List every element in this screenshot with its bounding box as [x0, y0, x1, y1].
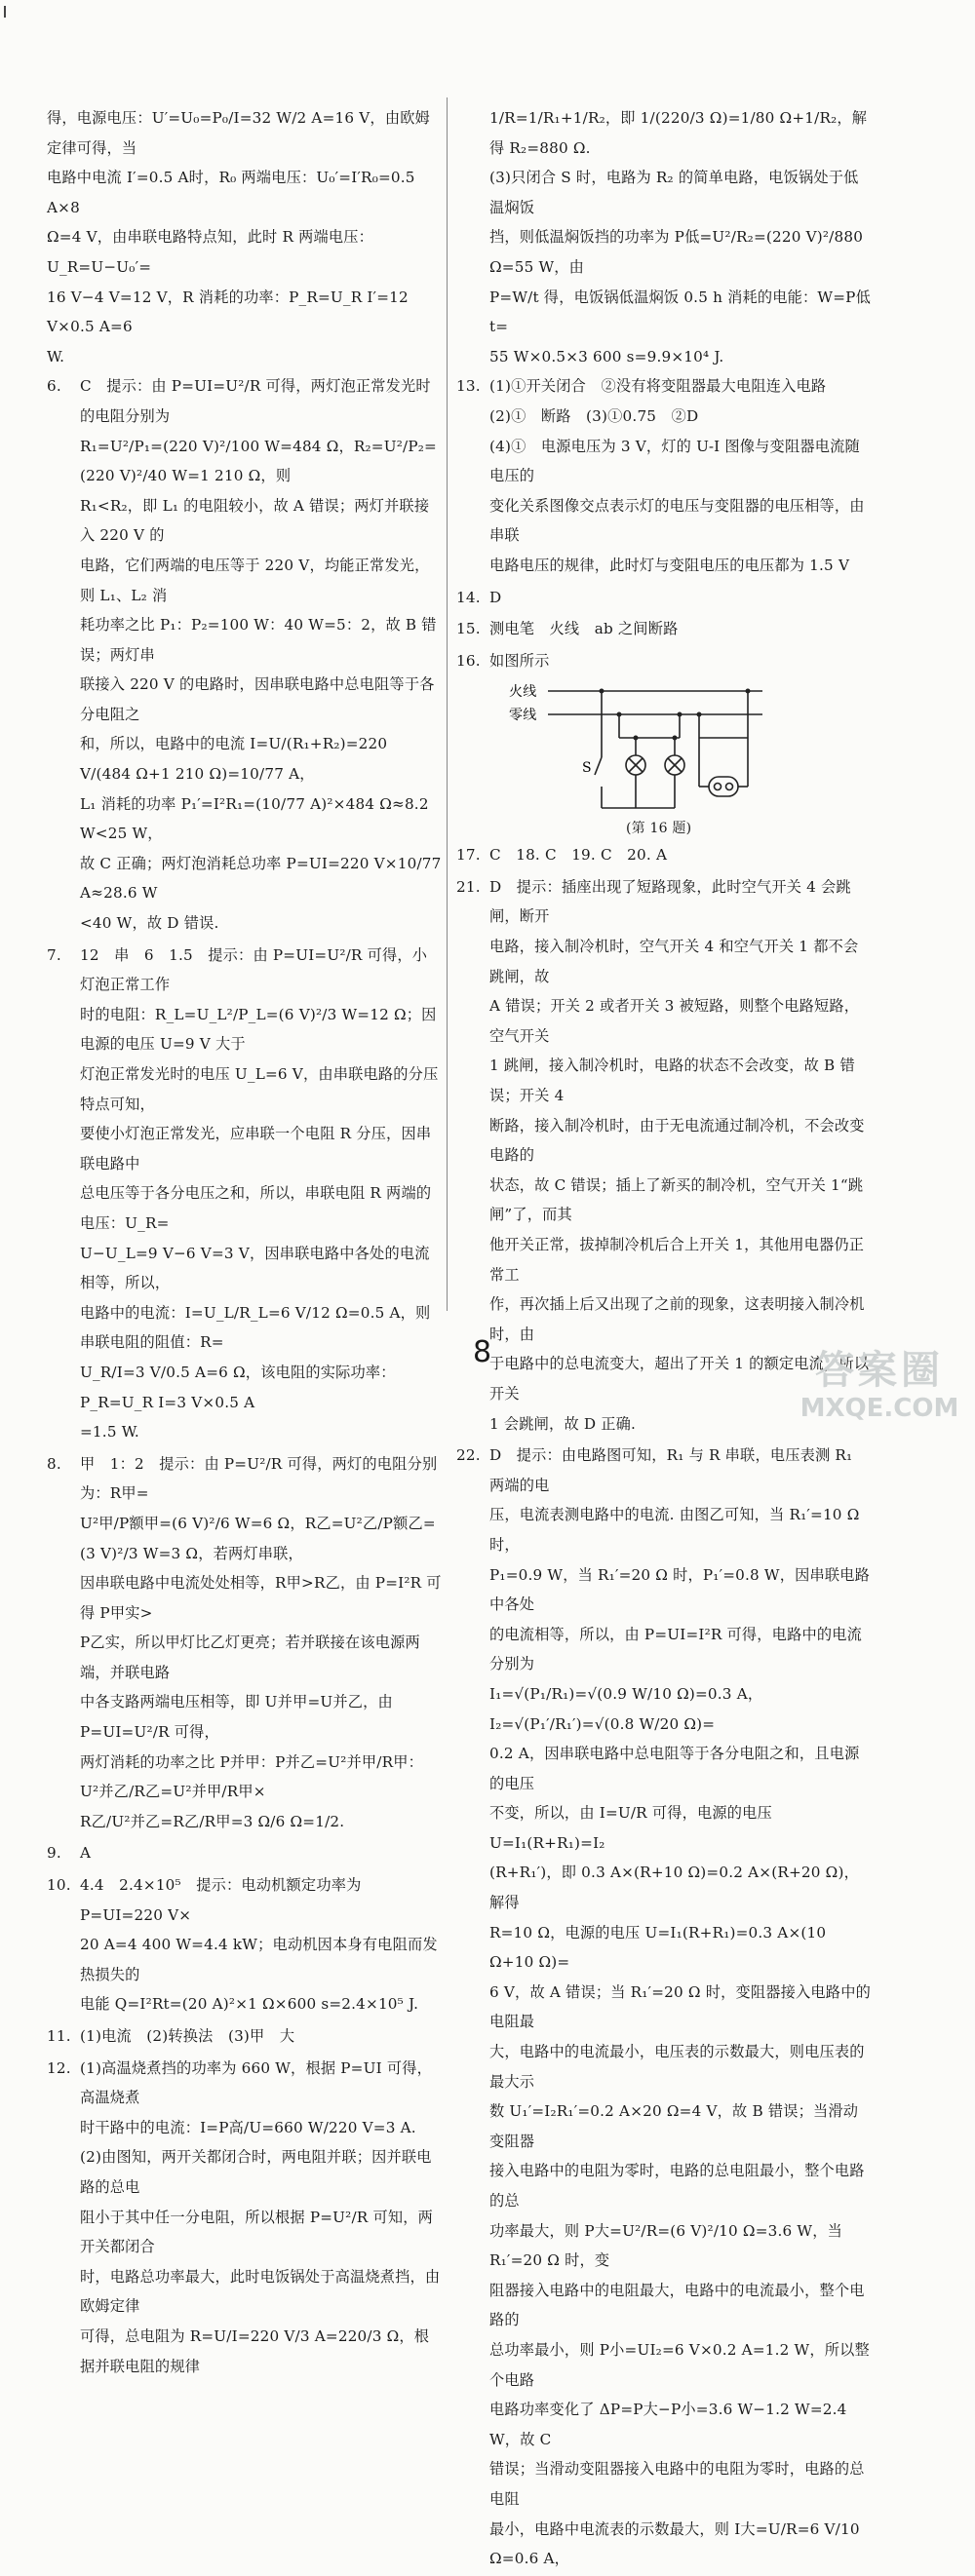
- answer-7: [47, 941, 442, 1447]
- text-line: 他开关正常，拔掉制冷机后合上开关 1，其他用电器仍正常工: [489, 1236, 865, 1284]
- watermark-text: 答案圈: [815, 1348, 944, 1393]
- text-line: I₁=√(P₁/R₁)=√(0.9 W/10 Ω)=0.3 A，I₂=√(P₁′/R₁′)=√(0.8 W/20 Ω)=: [489, 1684, 763, 1733]
- answer-14: [456, 583, 871, 613]
- text-line: 电路功率变化了 ΔP=P大−P小=3.6 W−1.2 W=2.4 W，故 C: [489, 2401, 847, 2448]
- text-line: 接入电路中的电阻为零时，电路的总电阻最小，整个电路的总: [489, 2162, 865, 2210]
- answer-text: [489, 371, 871, 580]
- answer-text: 测电笔 火线 ab 之间断路: [489, 620, 679, 638]
- answer-number: 13.: [456, 377, 481, 396]
- answer-number: 21.: [456, 877, 481, 896]
- text-line: 不变，所以，由 I=U/R 可得，电源的电压 U=I₁(R+R₁)=I₂: [489, 1804, 772, 1852]
- answer-11: [47, 2021, 442, 2052]
- answer-number: 17.: [456, 846, 481, 865]
- answer-text: [80, 941, 442, 1447]
- text-line: 最小，电路中电流表的示数最大，则 I大=U/R=6 V/10 Ω=0.6 A，: [489, 2519, 860, 2568]
- text-line: P=W/t 得，电饭锅低温焖饭 0.5 h 消耗的电能：W=P低 t=: [489, 288, 871, 336]
- text-line: 总功率最小，则 P小=UI₂=6 V×0.2 A=1.2 W，所以整个电路: [489, 2340, 870, 2389]
- answer-number: 10.: [47, 1876, 71, 1895]
- text-line: 16 V−4 V=12 V，R 消耗的功率：P_R=U_R I′=12 V×0.5 A=6: [47, 288, 409, 336]
- text-line: 可得，总电阻为 R=U/I=220 V/3 A=220/3 Ω，根据并联电阻的规律: [80, 2326, 430, 2375]
- answer-6: [47, 371, 442, 938]
- text-line: U_R/I=3 V/0.5 A=6 Ω，该电阻的实际功率：P_R=U_R I=3 V×0.5 A: [80, 1363, 396, 1411]
- text-line: 故 C 正确；两灯泡消耗总功率 P=UI=220 V×10/77 A≈28.6 W: [80, 854, 442, 903]
- answer-22: [456, 1441, 871, 2574]
- text-line: R₁=U²/P₁=(220 V)²/100 W=484 Ω，R₂=U²/P₂=(220 V)²/40 W=1 210 Ω，则: [80, 437, 437, 485]
- answer-number: 9.: [47, 1844, 61, 1863]
- continuation-block: [456, 103, 871, 371]
- answer-number: 6.: [47, 377, 61, 396]
- text-line: 大，电路中的电流最小，电压表的示数最大，则电压表的最大示: [489, 2043, 865, 2091]
- text-line: (R+R₁′)，即 0.3 A×(R+10 Ω)=0.2 A×(R+20 Ω)，解得: [489, 1864, 859, 1912]
- text-line: (1)高温烧煮挡的功率为 660 W，根据 P=UI 可得，高温烧煮: [80, 2058, 432, 2107]
- text-line: 联接入 220 V 的电路时，因串联电路中总电阻等于各分电阻之: [80, 675, 435, 723]
- text-line: 时干路中的电流：I=P高/U=660 W/220 V=3 A.: [80, 2118, 416, 2136]
- text-line: 的电流相等，所以，由 P=UI=I²R 可得，电路中的电流分别为: [489, 1625, 863, 1673]
- page-number: 8: [473, 1335, 492, 1369]
- text-line: 时，电路总功率最大，此时电饭锅处于高温烧煮挡，由欧姆定律: [80, 2267, 441, 2316]
- text-line: 电能 Q=I²Rt=(20 A)²×1 Ω×600 s=2.4×10⁵ J.: [80, 1995, 419, 2014]
- text-line: 电路，接入制冷机时，空气开关 4 和空气开关 1 都不会跳闸，故: [489, 938, 859, 985]
- text-line: 功率最大，则 P大=U²/R=(6 V)²/10 Ω=3.6 W，当 R₁′=20 Ω 时，变: [489, 2221, 843, 2270]
- text-line: 0.2 A，因串联电路中总电阻等于各分电阻之和，且电源的电压: [489, 1745, 860, 1792]
- text-line: 电路中的电流：I=U_L/R_L=6 V/12 Ω=0.5 A，则串联电阻的阻值：R=: [80, 1303, 431, 1352]
- answer-number: 12.: [47, 2058, 71, 2077]
- text-line: 1 会跳闸，故 D 正确.: [489, 1414, 637, 1433]
- text-line: 变化关系图像交点表示灯的电压与变阻器的电压相等，由串联: [489, 496, 865, 545]
- answer-8: [47, 1449, 442, 1837]
- live-wire-label: 火线: [509, 684, 537, 701]
- text-line: (3)只闭合 S 时，电路为 R₂ 的简单电路，电饭锅处于低温焖饭: [489, 169, 859, 216]
- answer-16: [456, 646, 871, 676]
- answer-9: [47, 1838, 442, 1868]
- text-line: 状态，故 C 错误；插上了新买的制冷机，空气开关 1“跳闸”了，而其: [489, 1175, 864, 1224]
- text-line: 挡，则低温焖饭挡的功率为 P低=U²/R₂=(220 V)²/880 Ω=55 W，由: [489, 228, 864, 276]
- text-line: 时的电阻：R_L=U_L²/P_L=(6 V)²/3 W=12 Ω；因电源的电压 U=9 V 大于: [80, 1005, 437, 1054]
- text-line: W.: [47, 347, 65, 365]
- text-line: 两灯消耗的功率之比 P并甲：P并乙=U²并甲/R甲：U²并乙/R乙=U²并甲/R甲×: [80, 1752, 424, 1801]
- text-line: P₁=0.9 W，当 R₁′=20 Ω 时，P₁′=0.8 W，因串联电路中各处: [489, 1565, 871, 1614]
- text-line: 中各支路两端电压相等，即 U并甲=U并乙，由 P=UI=U²/R 可得，: [80, 1693, 393, 1742]
- answer-text: 如图所示: [489, 651, 550, 670]
- text-line: 耗功率之比 P₁：P₂=100 W：40 W=5：2，故 B 错误；两灯串: [80, 616, 437, 664]
- answer-text: [489, 1441, 871, 2574]
- circuit-figure: [489, 679, 782, 840]
- neutral-wire-label: 零线: [509, 708, 537, 724]
- watermark-logo: [792, 1347, 967, 1435]
- text-line: C 提示：由 P=UI=U²/R 可得，两灯泡正常发光时的电阻分别为: [80, 377, 431, 425]
- answer-text: [80, 2054, 442, 2382]
- text-line: 和，所以，电路中的电流 I=U/(R₁+R₂)=220 V/(484 Ω+1 210 Ω)=10/77 A，: [80, 735, 388, 784]
- answer-13: [456, 371, 871, 580]
- text-line: 错误；当滑动变阻器接入电路中的电阻为零时，电路的总电阻: [489, 2460, 865, 2508]
- edge-mark: [4, 6, 6, 18]
- text-line: 12 串 6 1.5 提示：由 P=UI=U²/R 可得，小灯泡正常工作: [80, 945, 428, 994]
- text-line: 55 W×0.5×3 600 s=9.9×10⁴ J.: [489, 347, 724, 365]
- text-line: 6 V，故 A 错误；当 R₁′=20 Ω 时，变阻器接入电路中的电阻最: [489, 1982, 871, 2031]
- answer-number: 7.: [47, 945, 61, 964]
- text-line: (2)由图知，两开关都闭合时，两电阻并联；因并联电路的总电: [80, 2148, 432, 2196]
- answer-12: [47, 2054, 442, 2382]
- text-line: 阻小于其中任一分电阻，所以根据 P=U²/R 可知，两开关都闭合: [80, 2208, 434, 2256]
- left-column: [47, 103, 442, 2383]
- text-line: 数 U₁′=I₂R₁′=0.2 A×20 Ω=4 V，故 B 错误；当滑动变阻器: [489, 2102, 859, 2150]
- text-line: R乙/U²并乙=R乙/R甲=3 Ω/6 Ω=1/2.: [80, 1812, 345, 1830]
- figure-caption: (第 16 题): [626, 821, 692, 837]
- answer-text: [80, 371, 442, 938]
- text-line: (4)① 电源电压为 3 V，灯的 U-I 图像与变阻器电流随电压的: [489, 437, 860, 485]
- text-line: 总电压等于各分电压之和，所以，串联电阻 R 两端的电压：U_R=: [80, 1184, 432, 1232]
- text-line: A 错误；开关 2 或者开关 3 被短路，则整个电路短路，空气开关: [489, 997, 860, 1045]
- answer-15: [456, 614, 871, 644]
- text-line: 1/R=1/R₁+1/R₂，即 1/(220/3 Ω)=1/80 Ω+1/R₂，解得 R₂=880 Ω.: [489, 109, 868, 157]
- text-line: 1 跳闸，接入制冷机时，电路的状态不会改变，故 B 错误；开关 4: [489, 1057, 855, 1105]
- text-line: U²甲/P额甲=(6 V)²/6 W=6 Ω，R乙=U²乙/P额乙=(3 V)²/3 W=3 Ω，若两灯串联，: [80, 1514, 436, 1562]
- text-line: 得，电源电压：U′=U₀=P₀/I=32 W/2 A=16 V，由欧姆定律可得，当: [47, 109, 430, 157]
- text-line: 电路，它们两端的电压等于 220 V，均能正常发光，则 L₁、L₂ 消: [80, 556, 430, 604]
- switch-lever: [595, 757, 602, 775]
- answer-text: A: [80, 1844, 92, 1863]
- answer-text: [80, 1870, 442, 2019]
- text-line: P乙实，所以甲灯比乙灯更亮；若并联接在该电源两端，并联电路: [80, 1634, 420, 1681]
- answer-text: C 18. C 19. C 20. A: [489, 846, 668, 865]
- text-line: 灯泡正常发光时的电压 U_L=6 V，由串联电路的分压特点可知，: [80, 1065, 439, 1113]
- answer-number: 11.: [47, 2027, 71, 2045]
- answer-number: 8.: [47, 1454, 61, 1473]
- text-line: 因串联电路中电流处处相等，R甲>R乙，由 P=I²R 可得 P甲实>: [80, 1574, 442, 1622]
- answer-text: (1)电流 (2)转换法 (3)甲 大: [80, 2027, 295, 2045]
- text-line: 电路中电流 I′=0.5 A时，R₀ 两端电压：U₀′=I′R₀=0.5 A×8: [47, 169, 415, 216]
- right-column: [456, 103, 871, 2576]
- answer-number: 14.: [456, 588, 481, 606]
- socket-icon: [709, 777, 738, 796]
- text-line: D 提示：插座出现了短路现象，此时空气开关 4 会跳闸，断开: [489, 877, 851, 926]
- text-line: 断路，接入制冷机时，由于无电流通过制冷机，不会改变电路的: [489, 1116, 865, 1165]
- text-line: 阻器接入电路中的电阻最大，电路中的电流最小，整个电路的: [489, 2281, 865, 2329]
- text-line: R=10 Ω，电源的电压 U=I₁(R+R₁)=0.3 A×(10 Ω+10 Ω)=: [489, 1923, 827, 1972]
- answer-text: D: [489, 588, 502, 606]
- text-line: 4.4 2.4×10⁵ 提示：电动机额定功率为 P=UI=220 V×: [80, 1876, 362, 1924]
- answer-number: 16.: [456, 651, 481, 670]
- text-line: R₁<R₂，即 L₁ 的电阻较小，故 A 错误；两灯并联接入 220 V 的: [80, 496, 430, 545]
- text-line: 压，电流表测电路中的电流. 由图乙可知，当 R₁′=10 Ω 时，: [489, 1506, 860, 1554]
- text-line: 要使小灯泡正常发光，应串联一个电阻 R 分压，因串联电路中: [80, 1125, 432, 1173]
- text-line: U−U_L=9 V−6 V=3 V，因串联电路中各处的电流相等，所以，: [80, 1244, 430, 1292]
- answer-17-20: [456, 840, 871, 870]
- watermark-url: MXQE.COM: [800, 1394, 959, 1423]
- answer-number: 15.: [456, 620, 481, 638]
- text-line: 20 A=4 400 W=4.4 kW；电动机因本身有电阻而发热损失的: [80, 1936, 438, 1983]
- text-line: 电路电压的规律，此时灯与变阻电压的电压都为 1.5 V: [489, 556, 850, 574]
- text-line: Ω=4 V，由串联电路特点知，此时 R 两端电压：U_R=U−U₀′=: [47, 228, 374, 276]
- text-line: D 提示：由电路图可知，R₁ 与 R 串联，电压表测 R₁ 两端的电: [489, 1446, 853, 1494]
- text-line: (2)① 断路 (3)①0.75 ②D: [489, 406, 699, 425]
- column-divider: [447, 97, 448, 1311]
- text-line: <40 W，故 D 错误.: [80, 914, 219, 933]
- text-line: =1.5 W.: [80, 1423, 139, 1442]
- continuation-block: [47, 103, 442, 371]
- answer-10: [47, 1870, 442, 2019]
- text-line: (1)①开关闭合 ②没有将变阻器最大电阻连入电路: [489, 377, 827, 396]
- text-line: 甲 1：2 提示：由 P=U²/R 可得，两灯的电阻分别为：R甲=: [80, 1454, 438, 1503]
- text-line: 于电路中的总电流变大，超出了开关 1 的额定电流，所以开关: [489, 1355, 870, 1403]
- answer-text: [80, 1449, 442, 1837]
- text-line: L₁ 消耗的功率 P₁′=I²R₁=(10/77 A)²×484 Ω≈8.2 W<25 W，: [80, 794, 429, 843]
- text-line: 作，再次插上后又出现了之前的现象，这表明接入制冷机时，由: [489, 1295, 865, 1343]
- switch-label: S: [582, 760, 592, 777]
- answer-number: 22.: [456, 1446, 481, 1465]
